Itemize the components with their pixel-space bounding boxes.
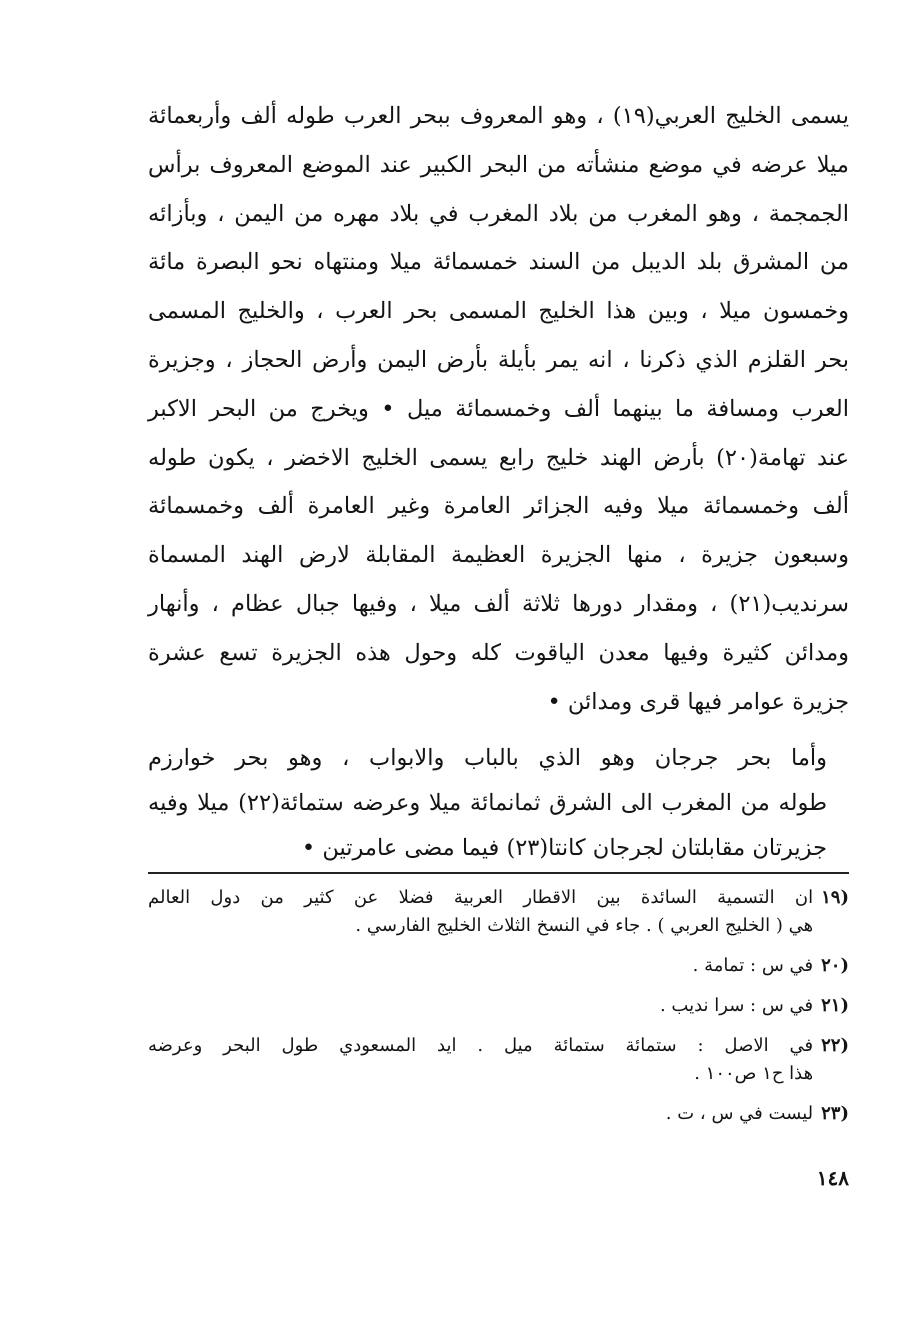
footnote-number: (٢٠ (821, 955, 849, 976)
footnote-line: ليست في س ، ت . (665, 1103, 814, 1124)
text-line: وسبعون جزيرة ، منها الجزيرة العظيمة المقابلة لارض الهند المسماة (148, 542, 849, 569)
text-line: من المشرق بلد الديبل من السند خمسمائة ميلا ومنتهاه نحو البصرة مائة (148, 249, 849, 276)
footnote-line: ان التسمية السائدة بين الاقطار العربية فضلا عن كثير من دول العالم (148, 887, 814, 908)
footnote-20 (148, 952, 849, 980)
text-line: العرب ومسافة ما بينهما ألف وخمسمائة ميل • ويخرج من البحر الاكبر (148, 395, 849, 422)
footnote-number: (٢٢ (821, 1035, 849, 1056)
footnote-21 (148, 992, 849, 1020)
page-number: ١٤٨ (816, 1166, 849, 1190)
footnote-line: في س : سرا نديب . (659, 995, 814, 1016)
text-line: وخمسون ميلا ، وبين هذا الخليج المسمى بحر العرب ، والخليج المسمى (148, 298, 849, 325)
text-line: جزيرة عوامر فيها قرى ومدائن • (547, 688, 849, 715)
footnote-text (148, 992, 813, 1020)
footnote-number: (٢١ (821, 995, 849, 1016)
footnote-number: (٢٣ (821, 1103, 849, 1124)
footnotes (148, 884, 849, 1140)
footnote-22 (148, 1032, 849, 1088)
text-line: عند تهامة(٢٠) بأرض الهند خليج رابع يسمى الخليج الاخضر ، يكون طوله (148, 444, 849, 471)
footnote-divider (148, 872, 849, 874)
footnote-23 (148, 1100, 849, 1128)
text-line: ألف وخمسمائة ميلا وفيه الجزائر العامرة وغير العامرة ألف وخمسمائة (148, 493, 849, 520)
text-line: الجمجمة ، وهو المغرب من بلاد المغرب في بلاد مهره من اليمن ، وبأزائه (148, 200, 849, 227)
footnote-19 (148, 884, 849, 940)
text-line: ومدائن كثيرة وفيها معدن الياقوت كله وحول هذه الجزيرة تسع عشرة (148, 639, 849, 666)
footnote-line: هذا ح١ ص١٠٠ . (694, 1063, 814, 1084)
footnote-text (148, 884, 813, 940)
text-line: سرنديب(٢١) ، ومقدار دورها ثلاثة ألف ميلا ، وفيها جبال عظام ، وأنهار (148, 590, 849, 617)
footnote-line: في الاصل : ستمائة ستمائة ميل . ايد المسعودي طول البحر وعرضه (148, 1035, 814, 1056)
text-line: ميلا عرضه في موضع منشأته من البحر الكبير عند الموضع المعروف برأس (148, 151, 849, 178)
text-line: جزيرتان مقابلتان لجرجان كانتا(٢٣) فيما مضى عامرتين • (301, 835, 827, 862)
text-line: طوله من المغرب الى الشرق ثمانمائة ميلا وعرضه ستمائة(٢٢) ميلا وفيه (148, 790, 828, 817)
footnote-line: هي ( الخليج العربي ) . جاء في النسخ الثلاث الخليج الفارسي . (355, 915, 814, 936)
footnote-text (148, 1032, 813, 1088)
text-line: وأما بحر جرجان وهو الذي بالباب والابواب ، وهو بحر خوارزم (148, 745, 827, 772)
text-line: يسمى الخليج العربي(١٩) ، وهو المعروف ببحر العرب طوله ألف وأربعمائة (148, 103, 849, 129)
footnote-text (148, 1100, 813, 1128)
footnote-line: في س : تمامة . (692, 955, 814, 976)
main-text (148, 92, 849, 871)
footnote-text (148, 952, 813, 980)
paragraph-2 (148, 736, 849, 871)
footnote-number: (١٩ (821, 887, 849, 908)
text-line: بحر القلزم الذي ذكرنا ، انه يمر بأيلة بأرض اليمن وأرض الحجاز ، وجزيرة (148, 346, 849, 373)
paragraph-1 (148, 92, 849, 726)
